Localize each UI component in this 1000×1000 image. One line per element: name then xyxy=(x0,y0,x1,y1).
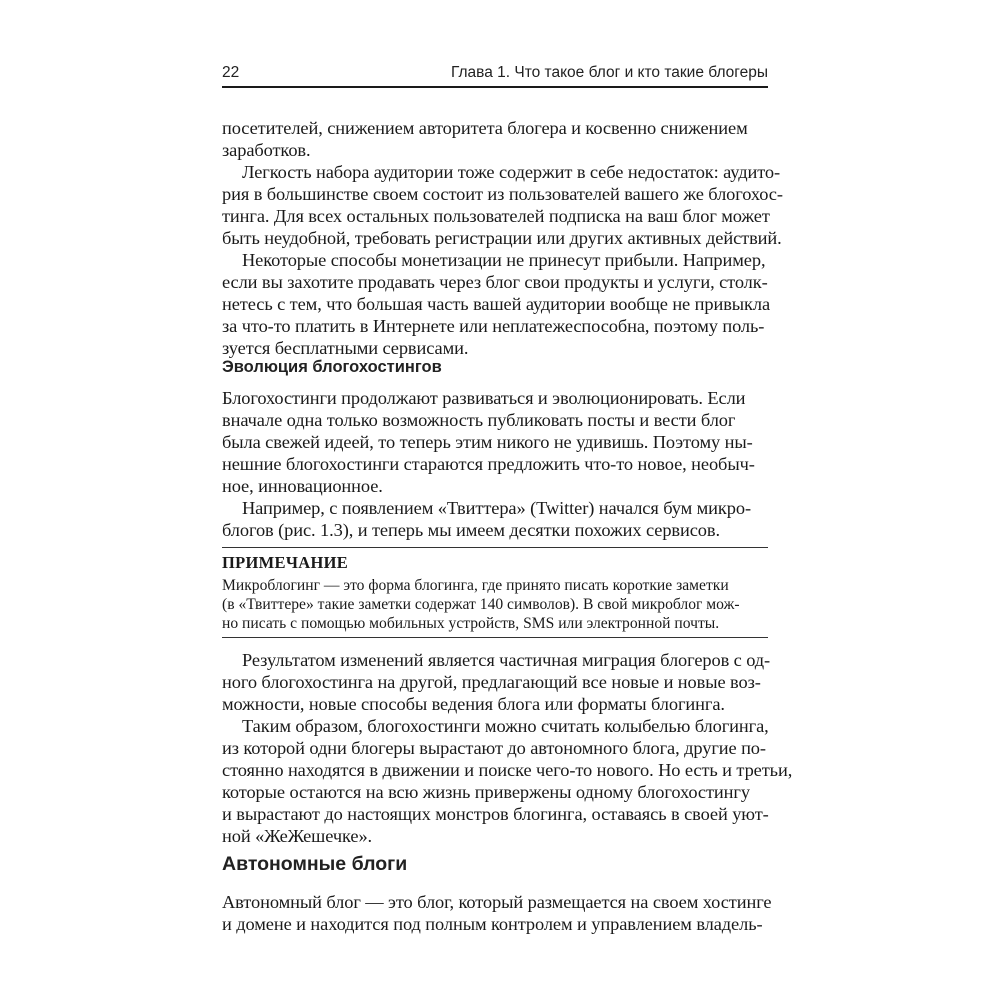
page-number: 22 xyxy=(222,64,240,81)
paragraph-line: стоянно находятся в движении и поиске чего-то нового. Но есть и третьи, xyxy=(222,760,793,780)
paragraph-line: ного блогохостинга на другой, предлагающий все новые и новые воз- xyxy=(222,672,761,692)
paragraph-line: которые остаются на всю жизнь привержены одному блогохостингу xyxy=(222,782,750,802)
paragraph-line: за что-то платить в Интернете или неплатежеспособна, поэтому поль- xyxy=(222,316,765,336)
paragraph-line: Блогохостинги продолжают развиваться и эволюционировать. Если xyxy=(222,388,746,408)
note-top-rule xyxy=(222,547,768,548)
note-line: Микроблогинг — это форма блогинга, где принято писать короткие заметки xyxy=(222,577,729,594)
paragraph-line: ной «ЖеЖешечке». xyxy=(222,826,373,846)
chapter-title: Глава 1. Что такое блог и кто такие блогеры xyxy=(450,64,768,81)
paragraph-line: можности, новые способы ведения блога или форматы блогинга. xyxy=(222,694,725,714)
paragraph-line: Автономный блог — это блог, который размещается на своем хостинге xyxy=(222,892,772,912)
paragraph-line: нешние блогохостинги стараются предложить что-то новое, необыч- xyxy=(222,454,755,474)
paragraph-line: из которой одни блогеры вырастают до автономного блога, другие по- xyxy=(222,738,766,758)
note-bottom-rule xyxy=(222,637,768,638)
note-line: (в «Твиттере» такие заметки содержат 140 символов). В свой микроблог мож- xyxy=(222,596,740,613)
paragraph-line: Таким образом, блогохостинги можно считать колыбелью блогинга, xyxy=(242,716,769,736)
paragraph-line: посетителей, снижением авторитета блогера и косвенно снижением xyxy=(222,118,748,138)
paragraph-line: ное, инновационное. xyxy=(222,476,383,496)
paragraph-line: вначале одна только возможность публиковать посты и вести блог xyxy=(222,410,736,430)
paragraph-line: и домене и находится под полным контролем и управлением владель- xyxy=(222,914,763,934)
paragraph-line: зуется бесплатными сервисами. xyxy=(222,338,469,358)
paragraph-line: заработков. xyxy=(222,140,311,160)
section-heading: Автономные блоги xyxy=(222,853,408,875)
section-heading: Эволюция блогохостингов xyxy=(222,358,442,376)
paragraph-line: быть неудобной, требовать регистрации или других активных действий. xyxy=(222,228,782,248)
paragraph-line: была свежей идеей, то теперь этим никого не удивишь. Поэтому ны- xyxy=(222,432,753,452)
paragraph-line: Результатом изменений является частичная миграция блогеров с од- xyxy=(242,650,771,670)
paragraph-line: Некоторые способы монетизации не принесут прибыли. Например, xyxy=(242,250,766,270)
paragraph-line: если вы захотите продавать через блог свои продукты и услуги, столк- xyxy=(222,272,768,292)
paragraph-line: тинга. Для всех остальных пользователей подписка на ваш блог может xyxy=(222,206,770,226)
note-line: но писать с помощью мобильных устройств, SMS или электронной почты. xyxy=(222,615,720,632)
paragraph-line: Например, с появлением «Твиттера» (Twitter) начался бум микро- xyxy=(242,498,751,518)
paragraph-line: Легкость набора аудитории тоже содержит в себе недостаток: аудито- xyxy=(242,162,781,182)
paragraph-line: блогов (рис. 1.3), и теперь мы имеем десятки похожих сервисов. xyxy=(222,520,720,540)
running-header xyxy=(222,62,768,88)
paragraph-line: нетесь с тем, что большая часть вашей аудитории вообще не привыкла xyxy=(222,294,771,314)
paragraph-line: и вырастают до настоящих монстров блогинга, оставаясь в своей уют- xyxy=(222,804,769,824)
note-title: ПРИМЕЧАНИЕ xyxy=(222,553,349,572)
paragraph-line: рия в большинстве своем состоит из пользователей вашего же блогохос- xyxy=(222,184,783,204)
